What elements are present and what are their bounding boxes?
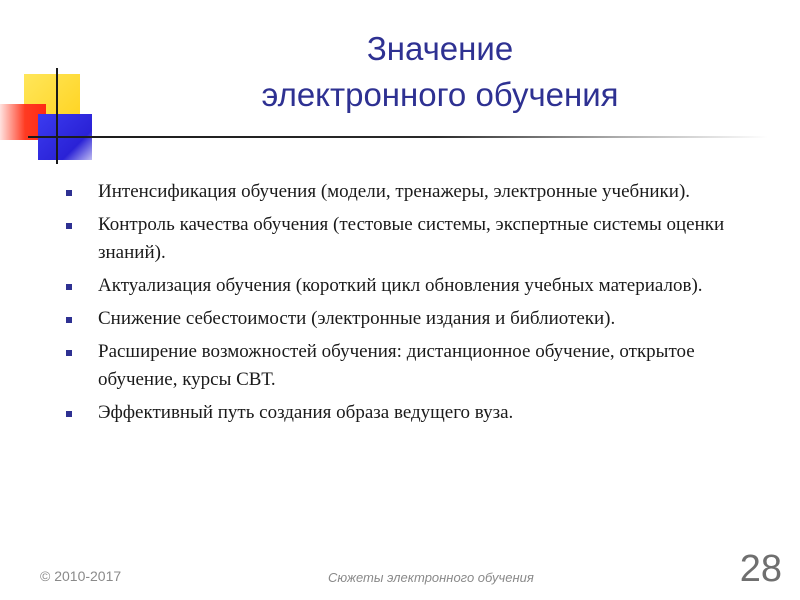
title-underline [28,136,768,138]
vertical-rule [56,68,58,164]
list-item [66,338,766,394]
list-item-text: Контроль качества обучения (тестовые системы, экспертные системы оценки знаний). [98,214,725,263]
footer-copyright: © 2010-2017 [40,568,122,584]
bullet-square-icon [66,223,72,229]
bullet-square-icon [66,284,72,290]
footer-caption: Сюжеты электронного обучения [328,570,534,585]
list-item-text: Актуализация обучения (короткий цикл обновления учебных материалов). [98,275,703,296]
list-item-text: Снижение себестоимости (электронные издания и библиотеки). [98,308,616,329]
page-number: 28 [739,548,782,590]
list-item-text: Эффективный путь создания образа ведущего вуза. [98,402,514,423]
title-line-1: Значение [366,30,514,67]
bullet-list [66,178,766,432]
list-item [66,305,766,333]
list-item-text: Расширение возможностей обучения: дистанционное обучение, открытое обучение, курсы СВТ. [98,341,695,390]
title-line-2: электронного обучения [261,76,619,113]
list-item [66,272,766,300]
bullet-square-icon [66,411,72,417]
decorative-logo [0,60,110,170]
list-item [66,211,766,267]
bullet-square-icon [66,350,72,356]
list-item-text: Интенсификация обучения (модели, тренажеры, электронные учебники). [98,181,691,202]
bullet-square-icon [66,190,72,196]
bullet-square-icon [66,317,72,323]
slide-title [160,26,720,118]
list-item [66,178,766,206]
list-item [66,399,766,427]
